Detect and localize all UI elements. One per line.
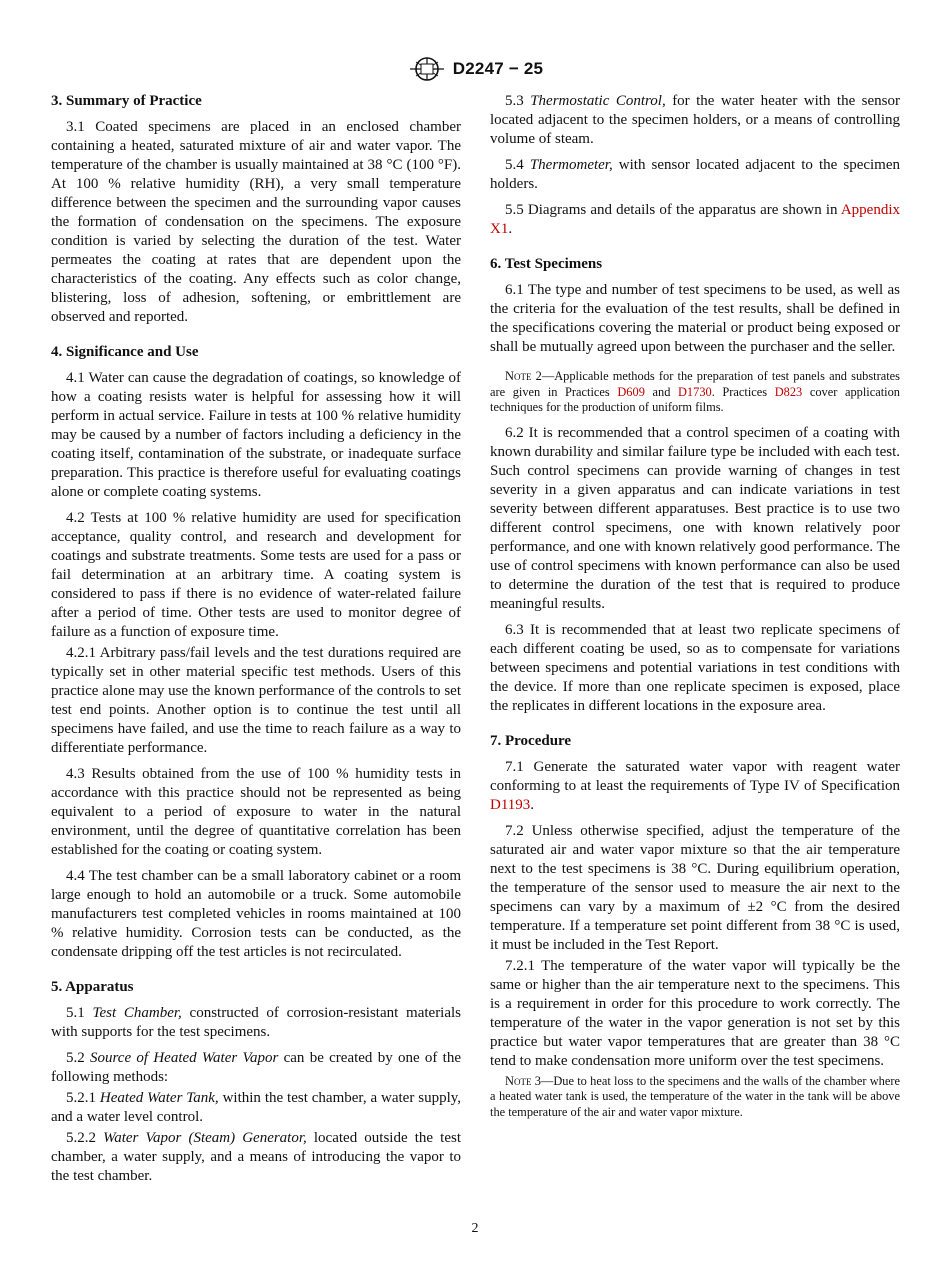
- paragraph-5-2-2: 5.2.2 Water Vapor (Steam) Generator, located outside the test chamber, a water supply, and a means of introducing the vapor to the test chamber.: [51, 1130, 462, 1184]
- note-2: Note 2—Applicable methods for the preparation of test panels and substrates are given in Practices D609 and D1730. Practices D823 cover application techniques for the production of uniform films.: [490, 369, 901, 414]
- paragraph-5-1: 5.1 Test Chamber, constructed of corrosion-resistant materials with supports for the test specimens.: [51, 1005, 462, 1040]
- d1730-link[interactable]: D1730: [677, 384, 712, 399]
- page-header: [0, 56, 950, 82]
- paragraph-5-2: 5.2 Source of Heated Water Vapor can be created by one of the following methods:: [51, 1050, 462, 1085]
- paragraph-4-3: 4.3 Results obtained from the use of 100 % humidity tests in accordance with this practice should not be represented as being equivalent to a period of exposure to water in the natural environment, until the degree of quantitative correlation has been established for the coating or coating system.: [51, 766, 461, 858]
- paragraph-4-1: 4.1 Water can cause the degradation of coatings, so knowledge of how a coating resists water is helpful for assessing how it will perform in actual service. Failure in tests at 100 % relative humidity may be caused by a number of factors including a deficiency in the coating itself, contamination of the substrate, or inadequate surface preparation. This practice is therefore useful for evaluating coatings alone or complete coating systems.: [51, 370, 461, 500]
- d1193-link[interactable]: D1193: [490, 796, 531, 813]
- paragraph-7-2: 7.2 Unless otherwise specified, adjust the temperature of the saturated air and water vapor mixture so that the air temperature next to the test specimens is 38 °C. During equilibrium operation, the temperature of the sensor used to measure the air next to the specimens can vary by a maximum of ±2 °C from the desired temperature. If a temperature set point different from 38 °C is used, it must be included in the Test Report.: [490, 822, 900, 953]
- paragraph-7-2-1: 7.2.1 The temperature of the water vapor will typically be the same or higher than the air temperature next to the specimens. This is a requirement in order for this procedure to work correctly. The temperature of the water in the vapor generation is not set by this practice but water vapor temperatures that are greater than 38 °C tend to make condensation more uniform over the test specimens.: [490, 957, 900, 1069]
- paragraph-5-2-1: 5.2.1 Heated Water Tank, within the test chamber, a water supply, and a water level control.: [51, 1090, 462, 1125]
- section-7-heading: 7. Procedure: [490, 732, 572, 749]
- paragraph-6-1: 6.1 The type and number of test specimens to be used, as well as the criteria for the evaluation of the test results, shall be defined in the specifications covering the material or product being exposed or shall be mutually agreed upon between the purchaser and the seller.: [490, 282, 900, 355]
- paragraph-7-1: 7.1 Generate the saturated water vapor with reagent water conforming to at least the requirements of Type IV of Specification D1193.: [490, 758, 900, 813]
- paragraph-5-5: 5.5 Diagrams and details of the apparatus are shown in Appendix X1.: [490, 202, 900, 237]
- page-number: 2: [471, 1221, 479, 1236]
- right-column: [490, 92, 900, 1128]
- left-column: [51, 92, 461, 1193]
- section-4-heading: 4. Significance and Use: [51, 344, 199, 360]
- astm-logo-icon: [407, 56, 447, 82]
- section-5-heading: 5. Apparatus: [51, 979, 134, 995]
- document-designation: D2247 − 25: [452, 59, 544, 78]
- d823-link[interactable]: D823: [774, 384, 803, 399]
- paragraph-4-4: 4.4 The test chamber can be a small laboratory cabinet or a room large enough to hold an automobile or a truck. Some automobile manufacturers test completed vehicles in rooms maintained at 100 % relative humidity. Corrosion tests can be conducted, as the condensate dripping off the test articles is not recirculated.: [51, 868, 461, 960]
- paragraph-5-4: 5.4 Thermometer, with sensor located adjacent to the specimen holders.: [490, 157, 901, 192]
- section-6-heading: 6. Test Specimens: [490, 256, 603, 272]
- paragraph-5-3: 5.3 Thermostatic Control, for the water heater with the sensor located adjacent to the specimen holders, or a means of controlling volume of steam.: [490, 93, 901, 147]
- paragraph-3-1: 3.1 Coated specimens are placed in an enclosed chamber containing a heated, saturated mixture of air and water vapor. The temperature of the chamber is usually maintained at 38 °C (100 °F). At 100 % relative humidity (RH), a very small temperature difference between the specimen and the surrounding vapor causes the formation of condensation on the specimens. The exposure condition is varied by selecting the duration of the test. Water permeates the coating at rates that are dependent upon the characteristics of the coating. Any effects such as color change, blistering, loss of adhesion, softening, or embrittlement are observed and reported.: [51, 119, 461, 325]
- note-3: Note 3—Due to heat loss to the specimens and the walls of the chamber where a heated water tank is used, the temperature of the water in the tank will be above the temperature of the air and water vapor mixture.: [490, 1073, 900, 1119]
- section-3-heading: 3. Summary of Practice: [51, 93, 202, 109]
- paragraph-4-2: 4.2 Tests at 100 % relative humidity are used for specification acceptance, quality control, and research and development for coatings and substrate treatments. Some tests are used for a pass or fail determination at an arbitrary time. A coating system is considered to pass if there is no evidence of water-related failure after a period of time. Other tests are used to monitor degree of failure as a function of exposure time.: [51, 510, 461, 640]
- appendix-x1-link[interactable]: Appendix X1: [490, 202, 900, 237]
- paragraph-6-2: 6.2 It is recommended that a control specimen of a coating with known durability and similar failure type be included with each test. Such control specimens can provide warning of changes in test severity in a given apparatus and can indicate variations in test severity between different apparatuses. Best practice is to use two different control specimens, one with known relatively poor performance, and one with known relatively good performance. The use of control specimens with known performance can also be used to determine the duration of the test that is required to produce meaningful results.: [490, 424, 900, 612]
- paragraph-6-3: 6.3 It is recommended that at least two replicate specimens of each different coating be used, so as to compensate for variations between specimens and potential variations in test conditions with the device. If more than one replicate specimen is exposed, place the replicates in different locations in the exposure area.: [490, 621, 900, 714]
- paragraph-4-2-1: 4.2.1 Arbitrary pass/fail levels and the test durations required are typically set in other material specific test methods. Users of this practice alone may use the known performance of the controls to set test end points. Another option is to continue the test until all specimens have failed, and use the time to reach failure as a way to differentiate performance.: [51, 645, 461, 756]
- d609-link[interactable]: D609: [617, 384, 645, 399]
